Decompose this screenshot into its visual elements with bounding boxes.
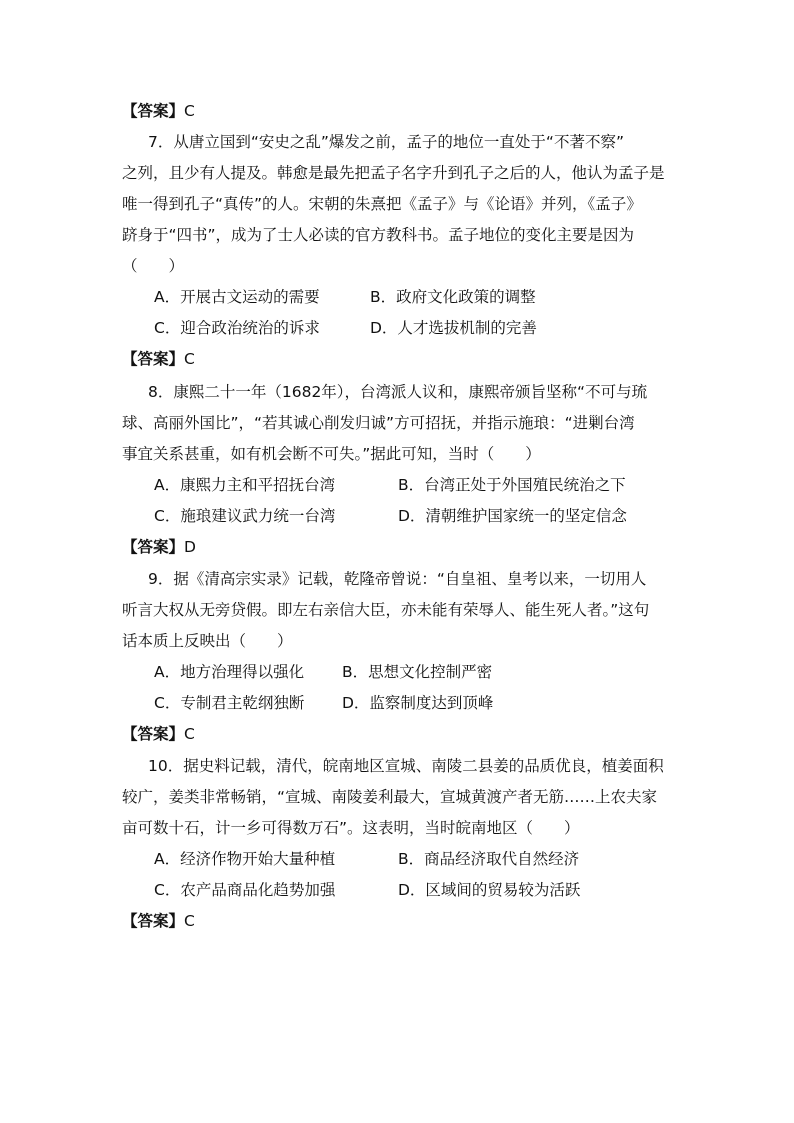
- answer-label: 【答案】: [122, 350, 185, 368]
- option-d: D．清朝维护国家统一的坚定信念: [398, 507, 627, 525]
- option-d: D．人才选拔机制的完善: [370, 319, 537, 337]
- options-row: [122, 313, 682, 344]
- question-text-line: 亩可数十石，计一乡可得数万石”。这表明，当时皖南地区（ ）: [122, 819, 580, 837]
- options-row: [122, 470, 682, 501]
- answer-8: [122, 532, 682, 563]
- answer-value: C: [184, 102, 195, 120]
- options-row: [122, 657, 682, 688]
- answer-label: 【答案】: [122, 102, 185, 120]
- option-c: C．专制君主乾纲独断: [154, 694, 305, 712]
- answer-10: [122, 906, 682, 937]
- options-row: [122, 844, 682, 875]
- option-c: C．施琅建议武力统一台湾: [154, 507, 336, 525]
- question-text-line: 7．从唐立国到“安史之乱”爆发之前，孟子的地位一直处于“不著不察”: [148, 133, 624, 151]
- question-7: [122, 127, 682, 375]
- option-d: D．监察制度达到顶峰: [342, 694, 494, 712]
- question-text-line: 之列，且少有人提及。韩愈是最先把孟子名字升到孔子之后的人，他认为孟子是: [122, 164, 665, 182]
- answer-value: C: [184, 912, 195, 930]
- question-text-line: 唯一得到孔子“真传”的人。宋朝的朱熹把《孟子》与《论语》并列，《孟子》: [122, 195, 642, 213]
- question-10: [122, 751, 682, 937]
- question-text-line: 10．据史料记载，清代，皖南地区宣城、南陵二县姜的品质优良，植姜面积: [148, 757, 664, 775]
- option-a: A．经济作物开始大量种植: [154, 850, 336, 868]
- question-text-line: 跻身于“四书”，成为了士人必读的官方教科书。孟子地位的变化主要是因为: [122, 226, 635, 244]
- option-a: A．地方治理得以强化: [154, 663, 305, 681]
- question-text-line: （ ）: [122, 257, 185, 275]
- answer-label: 【答案】: [122, 912, 185, 930]
- option-a: A．开展古文运动的需要: [154, 288, 320, 306]
- question-text-line: 事宜关系甚重，如有机会断不可失。”据此可知，当时（ ）: [122, 445, 541, 463]
- answer-7: [122, 344, 682, 375]
- answer-label: 【答案】: [122, 538, 185, 556]
- option-b: B．思想文化控制严密: [342, 663, 493, 681]
- options-row: [122, 688, 682, 719]
- answer-label: 【答案】: [122, 725, 185, 743]
- question-text-line: 9．据《清高宗实录》记载，乾隆帝曾说：“自皇祖、皇考以来，一切用人: [148, 570, 647, 588]
- options-row: [122, 875, 682, 906]
- question-text-line: 较广，姜类非常畅销，“宣城、南陵姜利最大，宣城黄渡产者无筋……上农夫家: [122, 788, 658, 806]
- options-row: [122, 282, 682, 313]
- answer-value: C: [184, 350, 195, 368]
- answer-9: [122, 719, 682, 750]
- answer-6: [122, 96, 682, 127]
- option-b: B．政府文化政策的调整: [370, 288, 536, 306]
- option-a: A．康熙力主和平招抚台湾: [154, 476, 336, 494]
- answer-value: C: [184, 725, 195, 743]
- question-text-line: 8．康熙二十一年（1682年），台湾派人议和，康熙帝颁旨坚称“不可与琉: [148, 383, 648, 401]
- option-b: B．商品经济取代自然经济: [398, 850, 580, 868]
- question-9: [122, 564, 682, 750]
- question-text-line: 话本质上反映出（ ）: [122, 632, 293, 650]
- question-text-line: 球、高丽外国比”，“若其诚心削发归诚”方可招抚，并指示施琅：“进剿台湾: [122, 414, 635, 432]
- options-row: [122, 501, 682, 532]
- question-text-line: 听言大权从无旁贷假。即左右亲信大臣，亦未能有荣辱人、能生死人者。”这句: [122, 601, 650, 619]
- option-c: C．迎合政治统治的诉求: [154, 319, 320, 337]
- answer-value: D: [184, 538, 196, 556]
- option-c: C．农产品商品化趋势加强: [154, 881, 336, 899]
- option-d: D．区域间的贸易较为活跃: [398, 881, 581, 899]
- option-b: B．台湾正处于外国殖民统治之下: [398, 476, 626, 494]
- question-8: [122, 377, 682, 563]
